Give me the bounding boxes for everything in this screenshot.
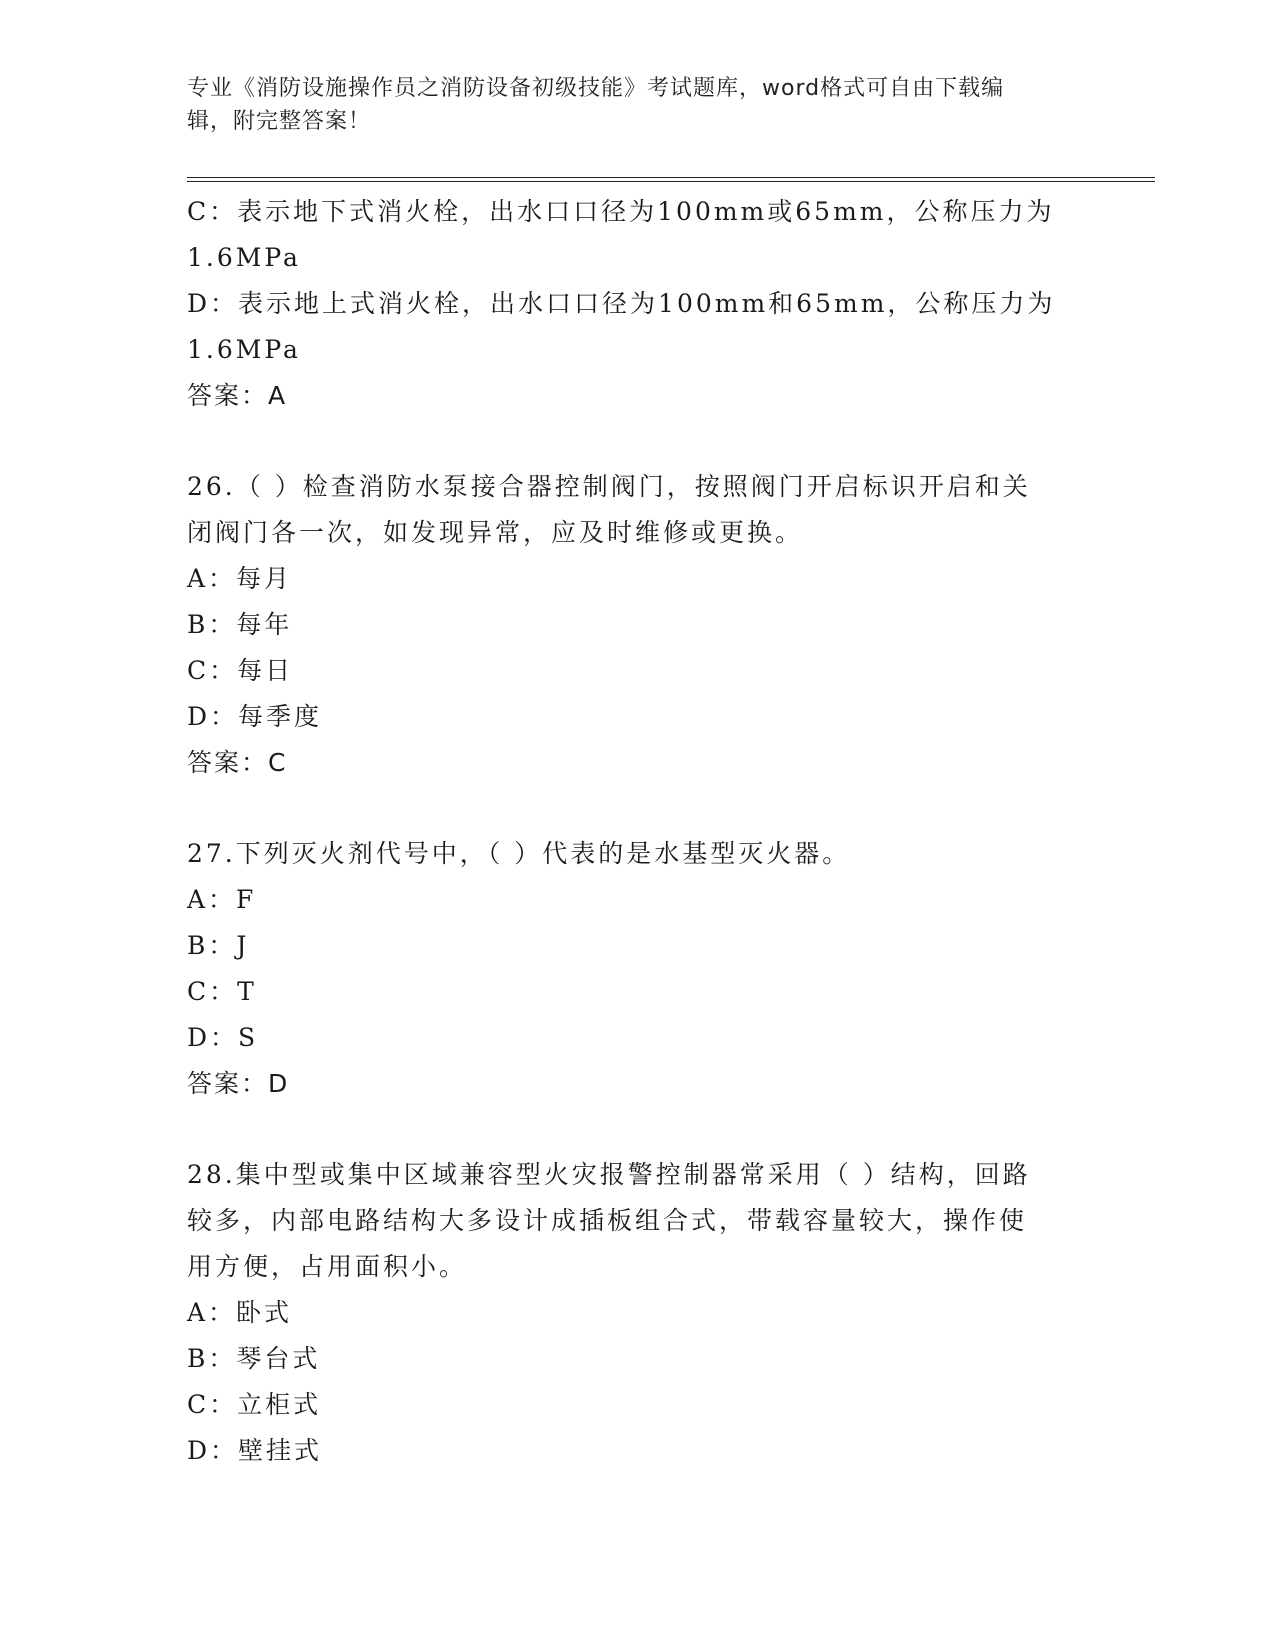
option-d: D：S xyxy=(187,1023,259,1052)
question-stem-line-2: 闭阀门各一次，如发现异常，应及时维修或更换。 xyxy=(187,518,804,547)
question-stem-line-3: 用方便，占用面积小。 xyxy=(187,1252,468,1281)
question-stem-line-1: 26.（ ）检查消防水泵接合器控制阀门，按照阀门开启标识开启和关 xyxy=(187,472,1031,501)
option-d: D：每季度 xyxy=(187,702,323,731)
option-c: C：立柜式 xyxy=(187,1390,322,1419)
option-c-line-1: C：表示地下式消火栓，出水口口径为100mm或65mm，公称压力为 xyxy=(187,197,1055,226)
document-header xyxy=(187,72,1067,138)
question-stem-line-1: 28.集中型或集中区域兼容型火灾报警控制器常采用（ ）结构，回路 xyxy=(187,1160,1031,1189)
answer-line: 答案：A xyxy=(187,381,288,410)
question-list xyxy=(187,189,1087,1474)
question-28 xyxy=(187,1152,1087,1474)
question-25-tail xyxy=(187,189,1087,419)
option-a: A：F xyxy=(187,885,257,914)
option-b: B：J xyxy=(187,931,250,960)
option-d: D：壁挂式 xyxy=(187,1436,323,1465)
spacer xyxy=(187,1107,1087,1152)
option-a: A：每月 xyxy=(187,564,293,593)
option-d-line-2: 1.6MPa xyxy=(187,335,301,364)
answer-line: 答案：D xyxy=(187,1069,290,1098)
spacer xyxy=(187,419,1087,464)
option-b: B：每年 xyxy=(187,610,293,639)
question-stem-line-1: 27.下列灭火剂代号中，（ ）代表的是水基型灭火器。 xyxy=(187,839,851,868)
option-c: C：每日 xyxy=(187,656,294,685)
header-divider xyxy=(187,177,1155,182)
answer-line: 答案：C xyxy=(187,748,288,777)
option-c: C：T xyxy=(187,977,257,1006)
header-line-2: 辑，附完整答案！ xyxy=(187,109,372,134)
option-d-line-1: D：表示地上式消火栓，出水口口径为100mm和65mm，公称压力为 xyxy=(187,289,1056,318)
option-b: B：琴台式 xyxy=(187,1344,321,1373)
option-c-line-2: 1.6MPa xyxy=(187,243,301,272)
spacer xyxy=(187,786,1087,831)
question-stem-line-2: 较多，内部电路结构大多设计成插板组合式，带载容量较大，操作使 xyxy=(187,1206,1028,1235)
option-a: A：卧式 xyxy=(187,1298,293,1327)
header-line-1: 专业《消防设施操作员之消防设备初级技能》考试题库，word格式可自由下载编 xyxy=(187,76,1005,101)
question-27 xyxy=(187,831,1087,1107)
question-26 xyxy=(187,464,1087,786)
